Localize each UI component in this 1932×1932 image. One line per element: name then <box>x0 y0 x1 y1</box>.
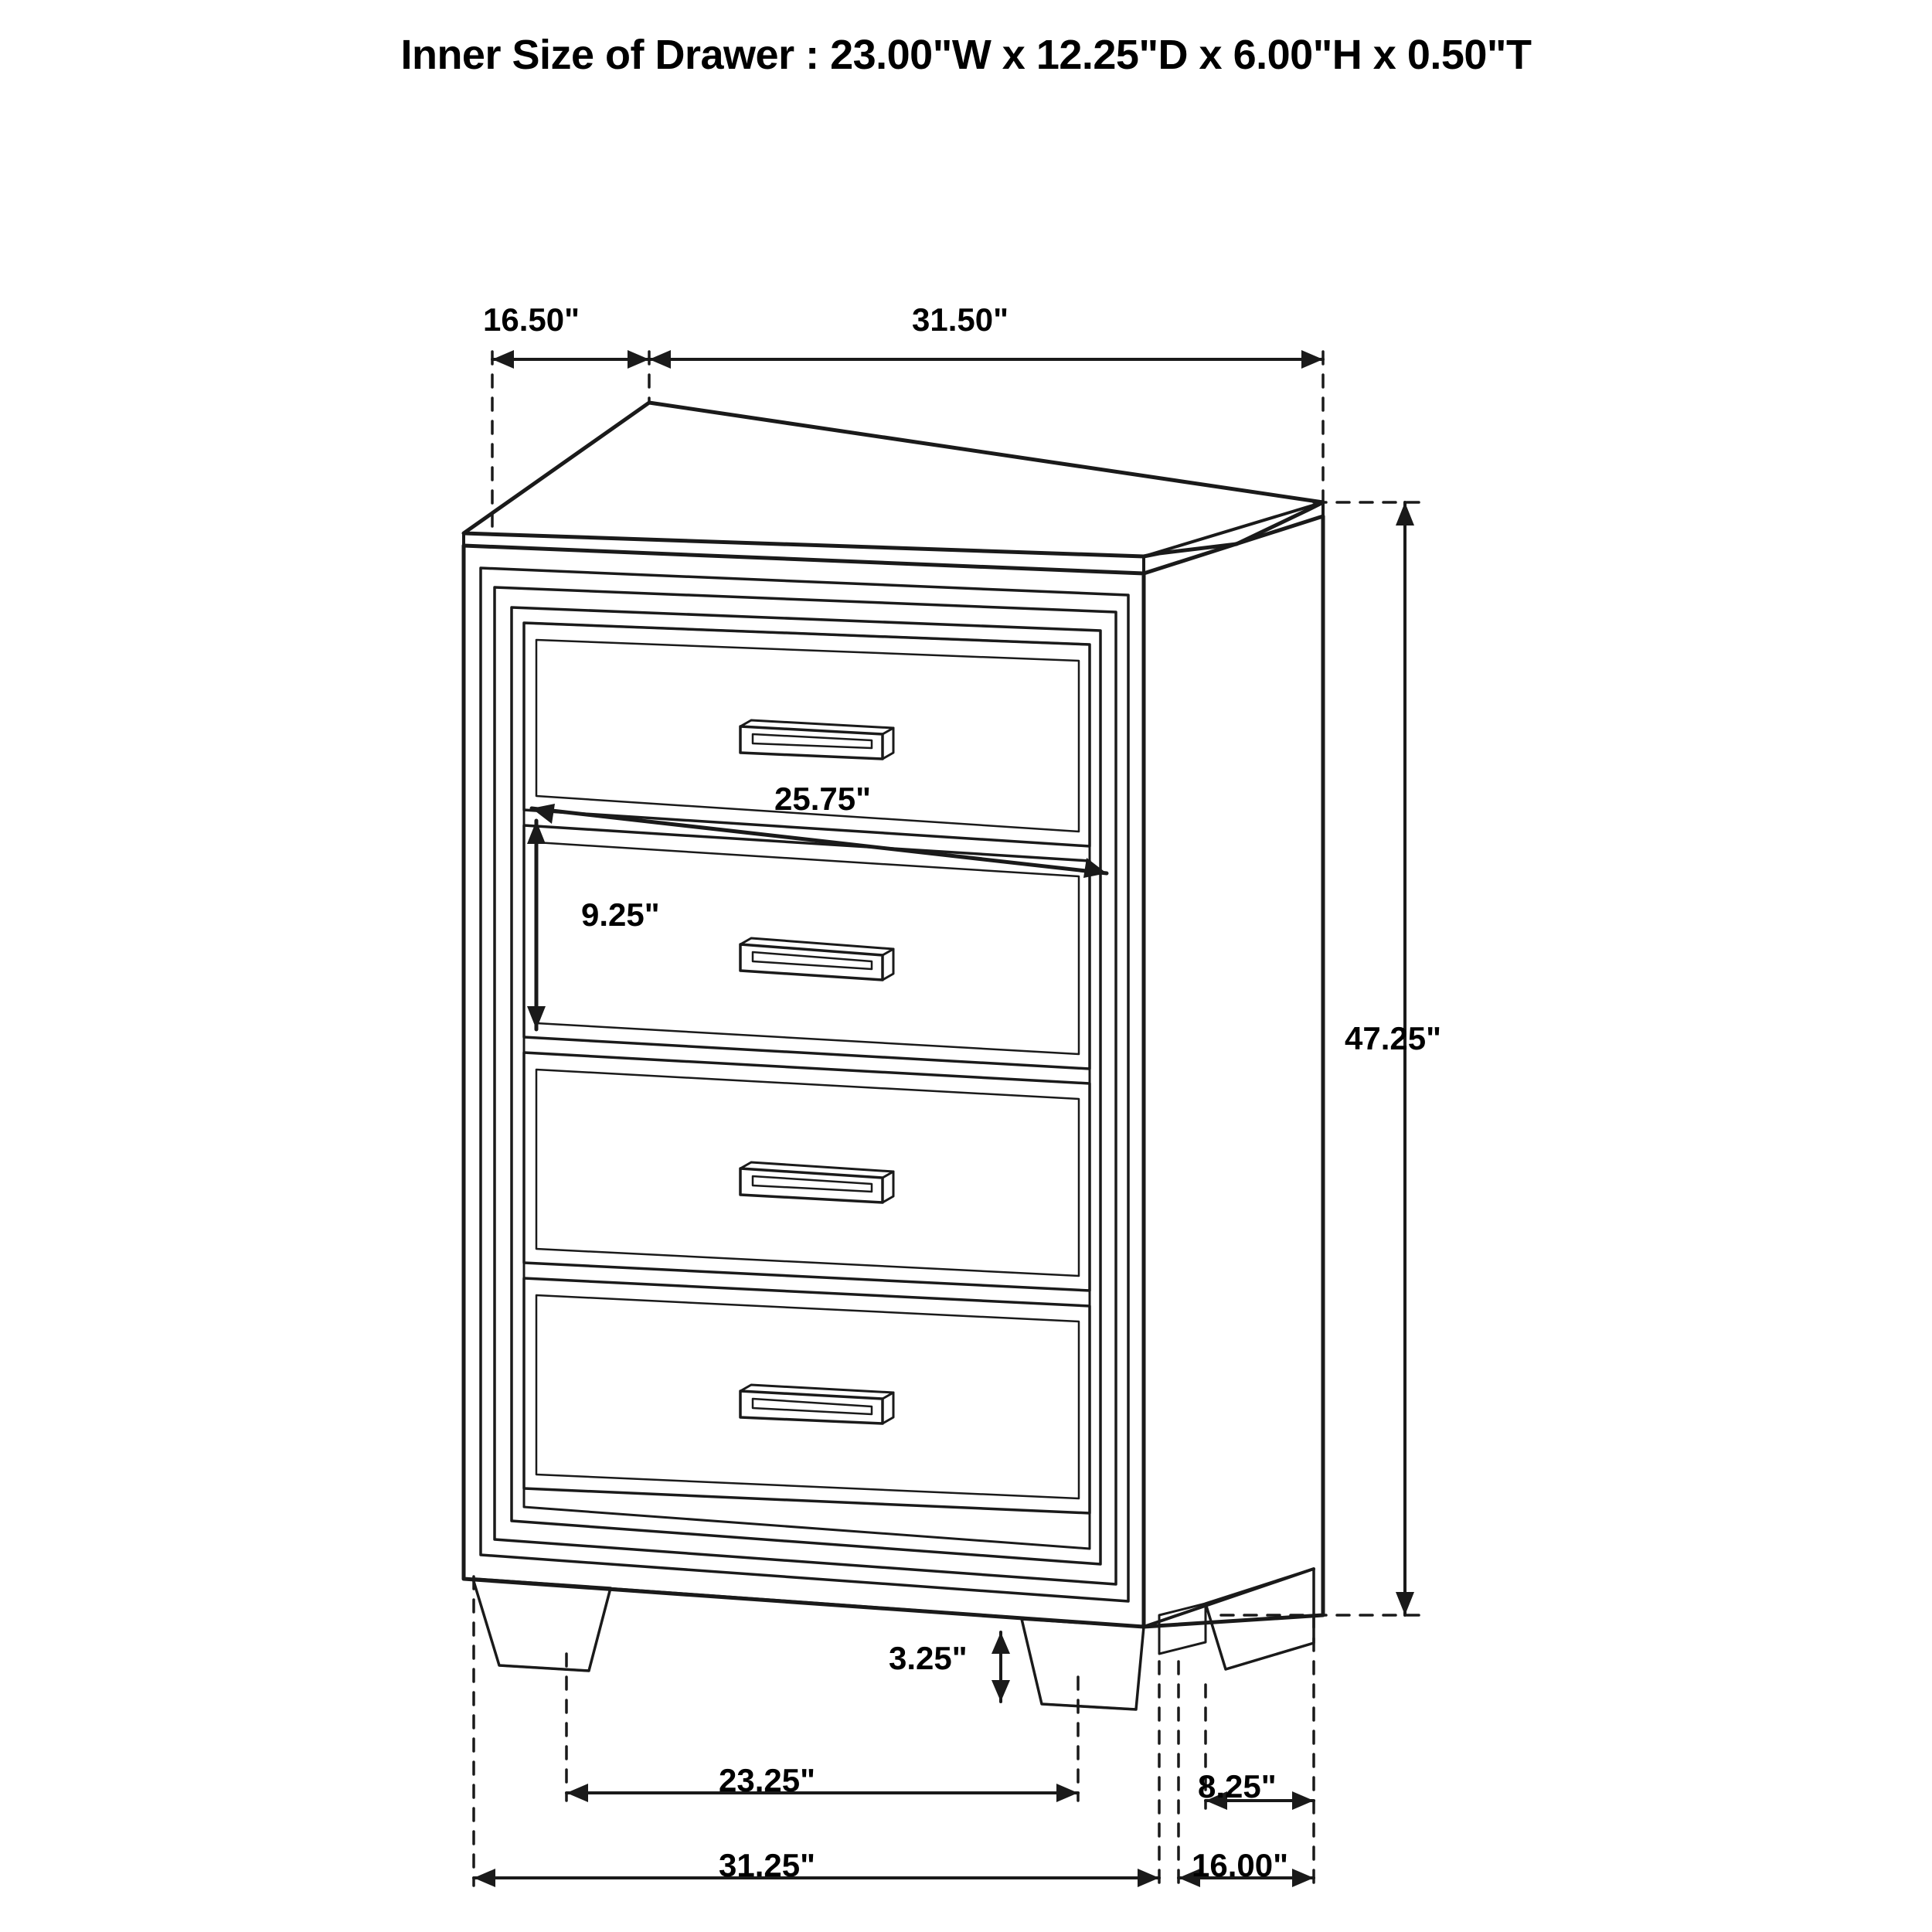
dim-drawer-face-width: 25.75" <box>774 781 872 817</box>
dim-base-total-width: 31.25" <box>719 1847 816 1883</box>
page-title: Inner Size of Drawer : 23.00"W x 12.25"D x 6.00"H x 0.50"T <box>400 32 1532 78</box>
dim-base-inner-width: 23.25" <box>719 1762 816 1798</box>
dim-height-right: 47.25" <box>1345 1020 1442 1056</box>
dim-base-side-depth: 8.25" <box>1198 1768 1277 1804</box>
dim-leg-height: 3.25" <box>889 1640 968 1676</box>
dim-drawer-face-height: 9.25" <box>581 896 660 933</box>
dim-base-depth: 16.00" <box>1192 1847 1289 1883</box>
dim-width-top: 31.50" <box>912 301 1009 338</box>
dim-depth-top: 16.50" <box>483 301 580 338</box>
